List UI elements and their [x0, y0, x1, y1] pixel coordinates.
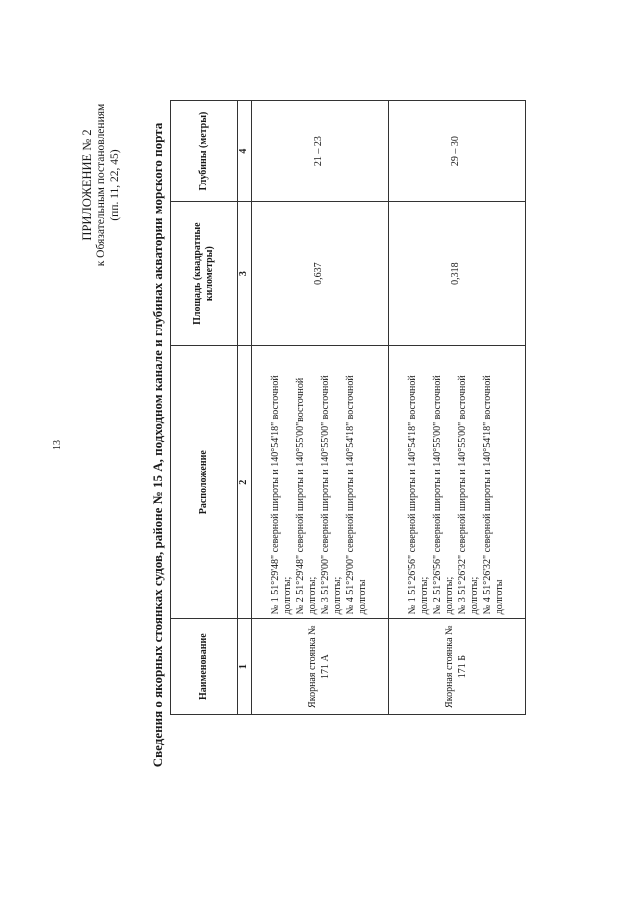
- header-location: Расположение: [171, 346, 238, 619]
- coordinate-point: № 1 51°29'48" северной широты и 140°54'18" восточной долготы;: [269, 375, 293, 615]
- anchorage-name: Якорная стоянка № 171 А: [251, 619, 388, 715]
- anchorage-name: Якорная стоянка № 171 Б: [388, 619, 525, 715]
- table-header-row: [171, 101, 238, 715]
- coordinate-point: № 4 51°29'00" северной широты и 140°54'18" восточной долготы: [344, 375, 368, 615]
- coordinate-point: № 3 51°26'32" северной широты и 140°55'00" восточной долготы;: [456, 375, 480, 615]
- anchorage-area: 0,318: [388, 202, 525, 346]
- anchorage-area: 0,637: [251, 202, 388, 346]
- appendix-block: [80, 55, 122, 315]
- header-area: Площадь (квадратные километры): [171, 202, 238, 346]
- header-depth: Глубины (метры): [171, 101, 238, 202]
- column-number-3: 3: [238, 202, 252, 346]
- anchorage-location: [251, 346, 388, 619]
- column-number-4: 4: [238, 101, 252, 202]
- column-number-row: [238, 101, 252, 715]
- anchorage-table: [170, 100, 526, 715]
- coordinate-point: № 3 51°29'00" северной широты и 140°55'00" восточной долготы;: [319, 375, 343, 615]
- coordinate-point: № 2 51°29'48" северной широты и 140°55'00"восточной долготы;: [294, 377, 318, 615]
- page-number: 13: [52, 440, 63, 450]
- appendix-title: ПРИЛОЖЕНИЕ № 2: [80, 129, 94, 241]
- table-row: [251, 101, 388, 715]
- coordinate-point: № 4 51°26'32" северной широты и 140°54'18" восточной долготы: [481, 375, 505, 615]
- anchorage-depth: 21 – 23: [251, 101, 388, 202]
- header-name: Наименование: [171, 619, 238, 715]
- appendix-subtitle: к Обязательным постановлениям: [95, 103, 107, 267]
- anchorage-location: [388, 346, 525, 619]
- table-row: [388, 101, 525, 715]
- appendix-reference: (пп. 11, 22, 45): [109, 149, 121, 221]
- column-number-1: 1: [238, 619, 252, 715]
- coordinate-point: № 1 51°26'56" северной широты и 140°54'18" восточной долготы;: [406, 375, 430, 615]
- document-title: Сведения о якорных стоянках судов, районе № 15 А, подходном канале и глубинах акватории морского порта: [150, 122, 165, 768]
- anchorage-depth: 29 – 30: [388, 101, 525, 202]
- coordinate-point: № 2 51°26'56" северной широты и 140°55'00" восточной долготы;: [431, 375, 455, 615]
- column-number-2: 2: [238, 346, 252, 619]
